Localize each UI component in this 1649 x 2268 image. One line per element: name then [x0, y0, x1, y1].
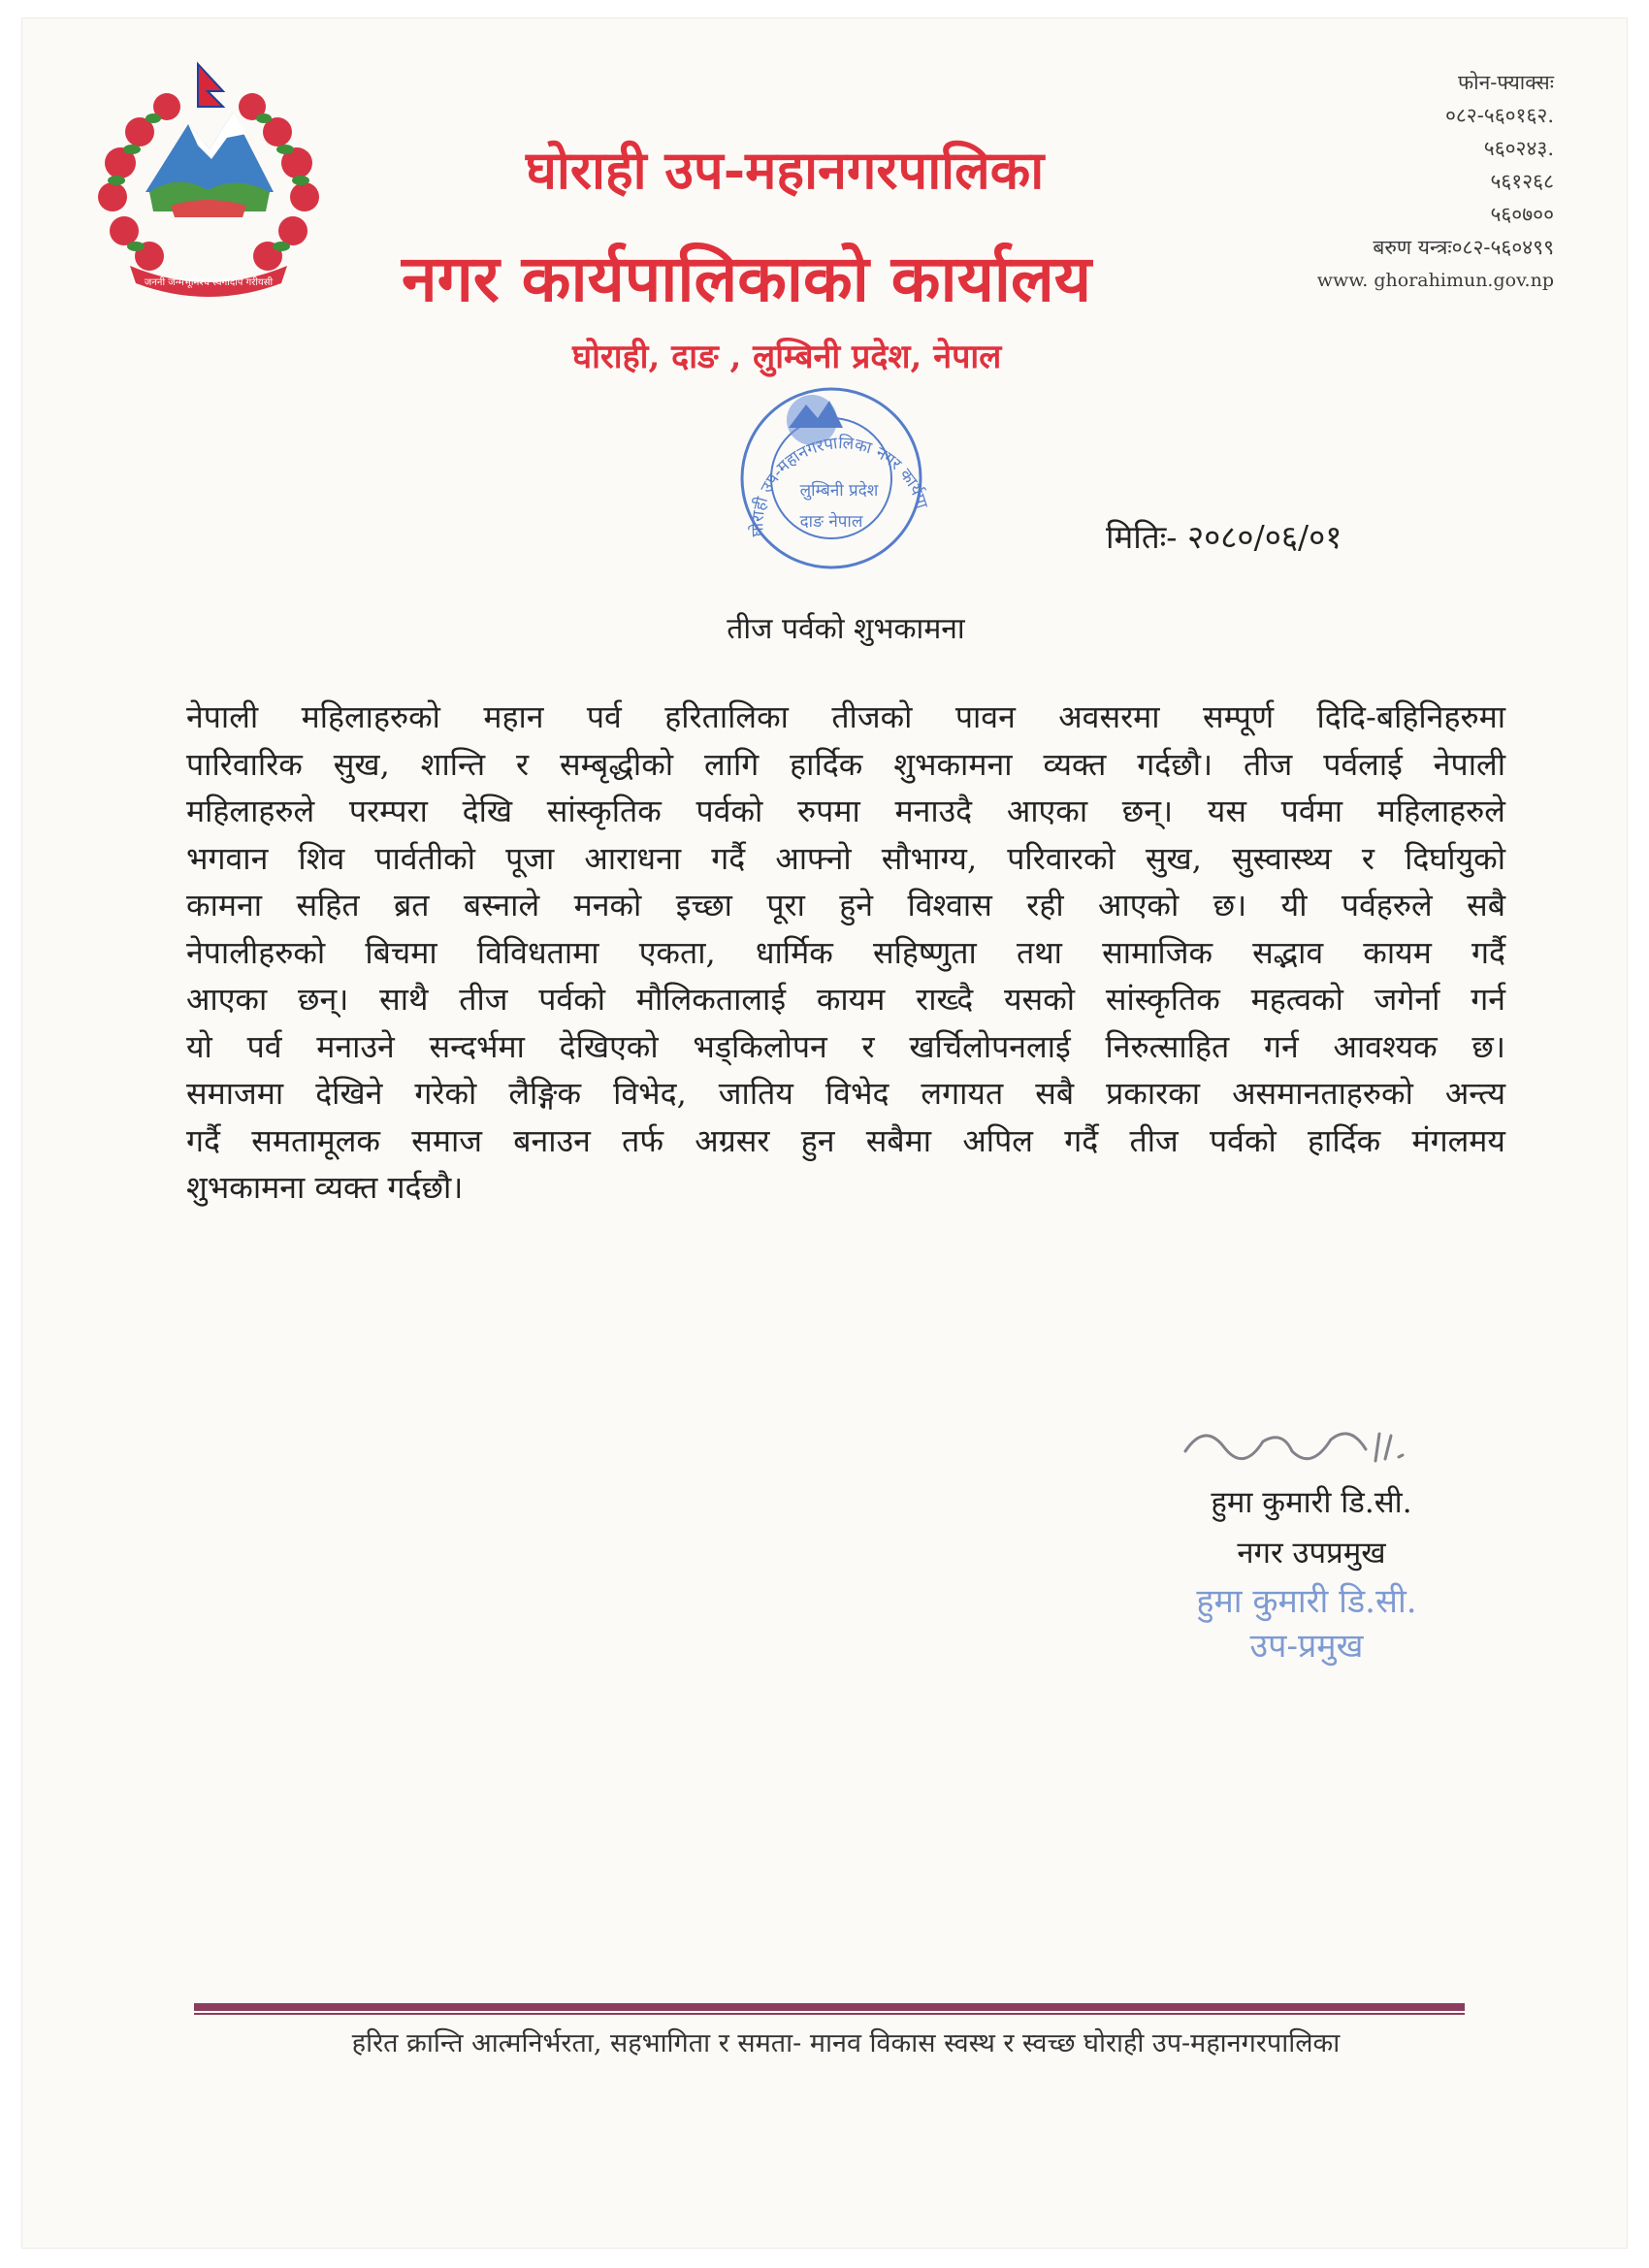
contact-label: फोन-फ्याक्सः: [1457, 71, 1554, 94]
footer-slogan: हरित क्रान्ति आत्मनिर्भरता, सहभागिता र समता- मानव विकास स्वस्थ र स्वच्छ घोराही उप-महानगरपालिका: [351, 2028, 1341, 2058]
emblem-caption: जननी जन्मभूमिश्च स्वर्गादपि गरीयसी: [144, 277, 274, 288]
office-name: नगर कार्यपालिकाको कार्यालय: [402, 241, 1091, 316]
phone-4: ५६०७००: [1490, 203, 1554, 226]
letter-body: [186, 694, 1505, 1212]
handwritten-signature-icon: [1176, 1412, 1428, 1480]
body-line: यो पर्व मनाउने सन्दर्भमा देखिएको भड्किलोपन र खर्चिलोपनलाई निरुत्साहित गर्न आवश्यक छ।: [186, 1027, 1505, 1065]
website: www. ghorahimun.gov.np: [1316, 270, 1554, 291]
letter-subject: तीज पर्वको शुभकामना: [727, 612, 965, 646]
footer-rule-thin: [194, 2013, 1465, 2015]
body-line: नेपालीहरुको बिचमा विविधतामा एकता, धार्मिक सहिष्णुता तथा सामाजिक सद्भाव कायम गर्दै: [186, 933, 1505, 971]
letter-sheet: [21, 17, 1628, 2249]
municipality-name: घोराही उप-महानगरपालिका: [526, 139, 1045, 201]
stamp-ring-text: घोराही उप-महानगरपालिका नगर कार्यपा: [748, 434, 932, 537]
name-seal: [1113, 1579, 1501, 1669]
phone-1: ०८२-५६०१६२.: [1444, 104, 1554, 127]
office-address: घोराही, दाङ , लुम्बिनी प्रदेश, नेपाल: [572, 338, 1002, 376]
phone-2: ५६०२४३.: [1483, 137, 1554, 160]
body-line: आएका छन्। साथै तीज पर्वको मौलिकतालाई कायम राख्दै यसको सांस्कृतिक महत्वको जगेर्ना गर्न: [186, 981, 1505, 1018]
body-line: समाजमा देखिने गरेको लैङ्गिक विभेद, जातिय विभेद लगायत सबै प्रकारका असमानताहरुको अन्त्य: [186, 1075, 1505, 1112]
body-line: शुभकामना व्यक्त गर्दछौ।: [186, 1169, 464, 1206]
nepal-emblem-icon: [81, 56, 336, 299]
signer-title: नगर उपप्रमुख: [1237, 1536, 1386, 1571]
signer-name: हुमा कुमारी डि.सी.: [1211, 1485, 1412, 1520]
stamp-bottom-text: दाङ नेपाल: [799, 512, 863, 532]
fire-phone: बरुण यन्त्रः०८२-५६०४९९: [1373, 236, 1554, 259]
office-stamp-icon: [725, 372, 948, 590]
footer-rule: [194, 2003, 1465, 2011]
body-line: गर्दै समतामूलक समाज बनाउन तर्फ अग्रसर हुन सबैमा अपिल गर्दै तीज पर्वको हार्दिक मंगलमय: [186, 1121, 1505, 1159]
body-line: पारिवारिक सुख, शान्ति र सम्बृद्धीको लागि हार्दिक शुभकामना व्यक्त गर्दछौ। तीज पर्वलाई नेपाली: [186, 745, 1505, 783]
signer-block: [1137, 1477, 1486, 1578]
letter-date: मितिः- २०८०/०६/०१: [1106, 518, 1342, 556]
body-line: भगवान शिव पार्वतीको पूजा आराधना गर्दै आफ्नो सौभाग्य, परिवारको सुख, सुस्वास्थ्य र दिर्घायुको: [186, 839, 1505, 877]
body-line: महिलाहरुले परम्परा देखि सांस्कृतिक पर्वको रुपमा मनाउदै आएका छन्। यस पर्वमा महिलाहरुले: [186, 793, 1505, 829]
body-line: नेपाली महिलाहरुको महान पर्व हरितालिका तीजको पावन अवसरमा सम्पूर्ण दिदि-बहिनिहरुमा: [186, 698, 1505, 735]
contact-block: [1234, 66, 1554, 297]
seal-name: हुमा कुमारी डि.सी.: [1196, 1582, 1417, 1621]
seal-title: उप-प्रमुख: [1249, 1627, 1364, 1666]
phone-3: ५६१२६८: [1490, 170, 1554, 193]
body-line: कामना सहित ब्रत बस्नाले मनको इच्छा पूरा हुने विश्वास रही आएको छ। यी पर्वहरुले सबै: [186, 887, 1505, 923]
stamp-inner-text: लुम्बिनी प्रदेश: [799, 481, 879, 501]
